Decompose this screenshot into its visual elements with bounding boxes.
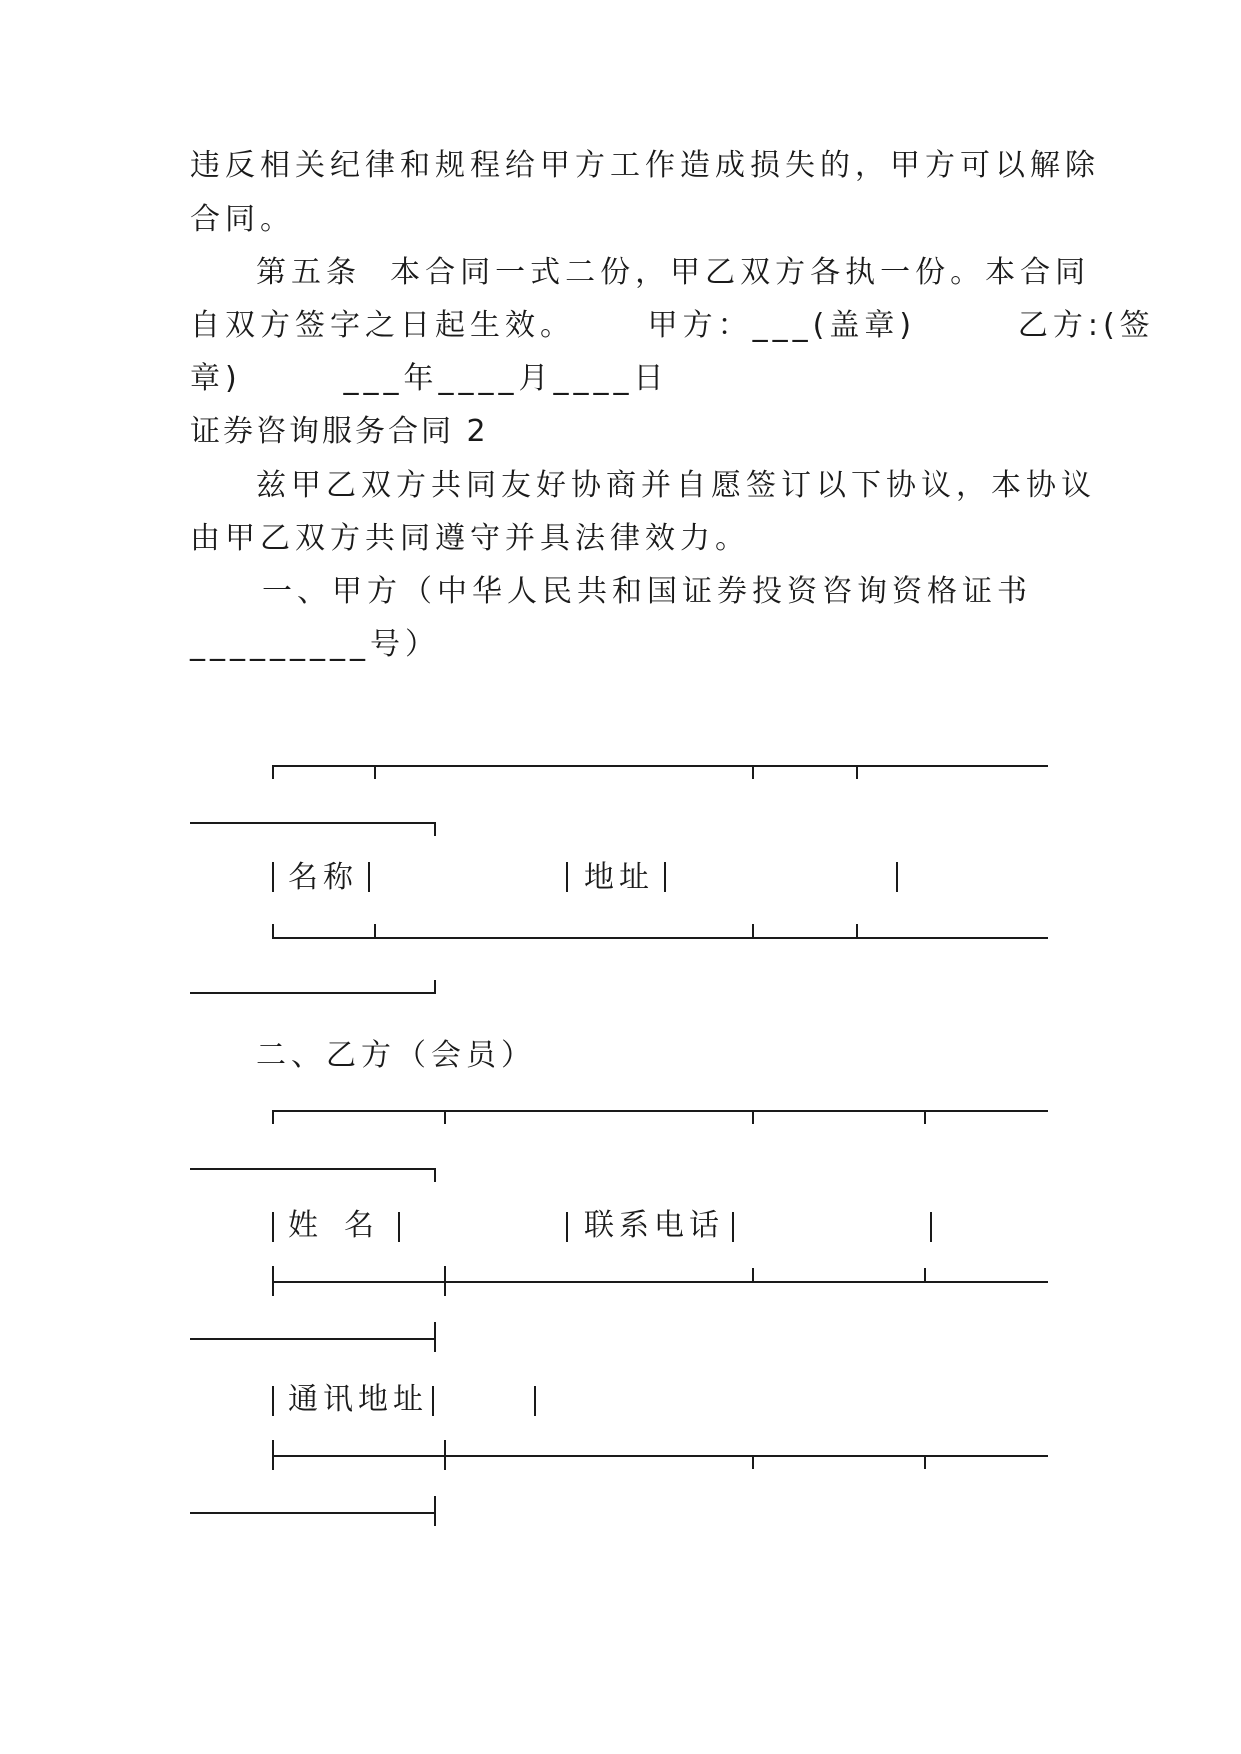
- table-border: [752, 1268, 754, 1282]
- name-label: 姓名: [288, 1208, 379, 1243]
- table-border: [432, 1386, 434, 1416]
- table-border: [272, 1110, 1048, 1112]
- table-border: [752, 765, 754, 779]
- table-border: [398, 1212, 400, 1242]
- table-border: [190, 1168, 434, 1170]
- table-border: [190, 992, 434, 994]
- table-border: [444, 1266, 446, 1296]
- table-border: [368, 862, 370, 892]
- table-border: [752, 924, 754, 938]
- address-label: 地址: [584, 860, 654, 895]
- table-border: [272, 862, 274, 892]
- text-line: 违反相关纪律和规程给甲方工作造成损失的，甲方可以解除: [190, 148, 1100, 183]
- table-border: [930, 1212, 932, 1242]
- table-border: [444, 1110, 446, 1124]
- table-border: [752, 1455, 754, 1469]
- table-border: [664, 862, 666, 892]
- table-border: [272, 937, 1048, 939]
- table-border: [924, 1268, 926, 1282]
- table-border: [272, 765, 1048, 767]
- table-border: [534, 1386, 536, 1416]
- text-line: 兹甲乙双方共同友好协商并自愿签订以下协议，本协议: [256, 468, 1096, 503]
- text-line: 自双方签字之日起生效。 甲方：___(盖章) 乙方:(签: [190, 308, 1155, 343]
- text-line: 合同。: [190, 202, 295, 237]
- table-border: [272, 765, 274, 779]
- table-border: [566, 1212, 568, 1242]
- text-line: 第五条 本合同一式二份，甲乙双方各执一份。本合同: [256, 255, 1091, 290]
- table-border: [272, 1281, 1048, 1283]
- text-line: 一、甲方（中华人民共和国证券投资咨询资格证书: [262, 574, 1032, 609]
- table-border: [434, 980, 436, 994]
- table-border: [924, 1455, 926, 1469]
- table-border: [190, 1338, 434, 1340]
- section-title: 证券咨询服务合同 2: [190, 414, 489, 449]
- mailing-address-label: 通讯地址: [288, 1382, 428, 1417]
- table-border: [732, 1212, 734, 1242]
- table-border: [896, 862, 898, 892]
- table-border: [444, 1440, 446, 1470]
- table-border: [856, 765, 858, 779]
- table-border: [924, 1110, 926, 1124]
- table-border: [434, 1168, 436, 1182]
- table-border: [272, 1386, 274, 1416]
- table-border: [190, 822, 434, 824]
- table-border: [272, 1455, 1048, 1457]
- table-border: [566, 862, 568, 892]
- table-border: [434, 822, 436, 836]
- table-border: [856, 924, 858, 938]
- name-label: 名称: [288, 860, 358, 895]
- text-line: _________号）: [190, 627, 440, 662]
- table-border: [272, 924, 274, 938]
- phone-label: 联系电话: [584, 1208, 724, 1243]
- table-border: [272, 1110, 274, 1124]
- table-border: [752, 1110, 754, 1124]
- text-line: 章) ___年____月____日: [190, 361, 669, 396]
- text-line: 二、乙方（会员）: [256, 1038, 536, 1073]
- table-border: [272, 1212, 274, 1242]
- table-border: [434, 1496, 436, 1526]
- table-border: [374, 765, 376, 779]
- table-border: [190, 1512, 434, 1514]
- table-border: [374, 924, 376, 938]
- text-line: 由甲乙双方共同遵守并具法律效力。: [190, 521, 750, 556]
- table-border: [434, 1322, 436, 1352]
